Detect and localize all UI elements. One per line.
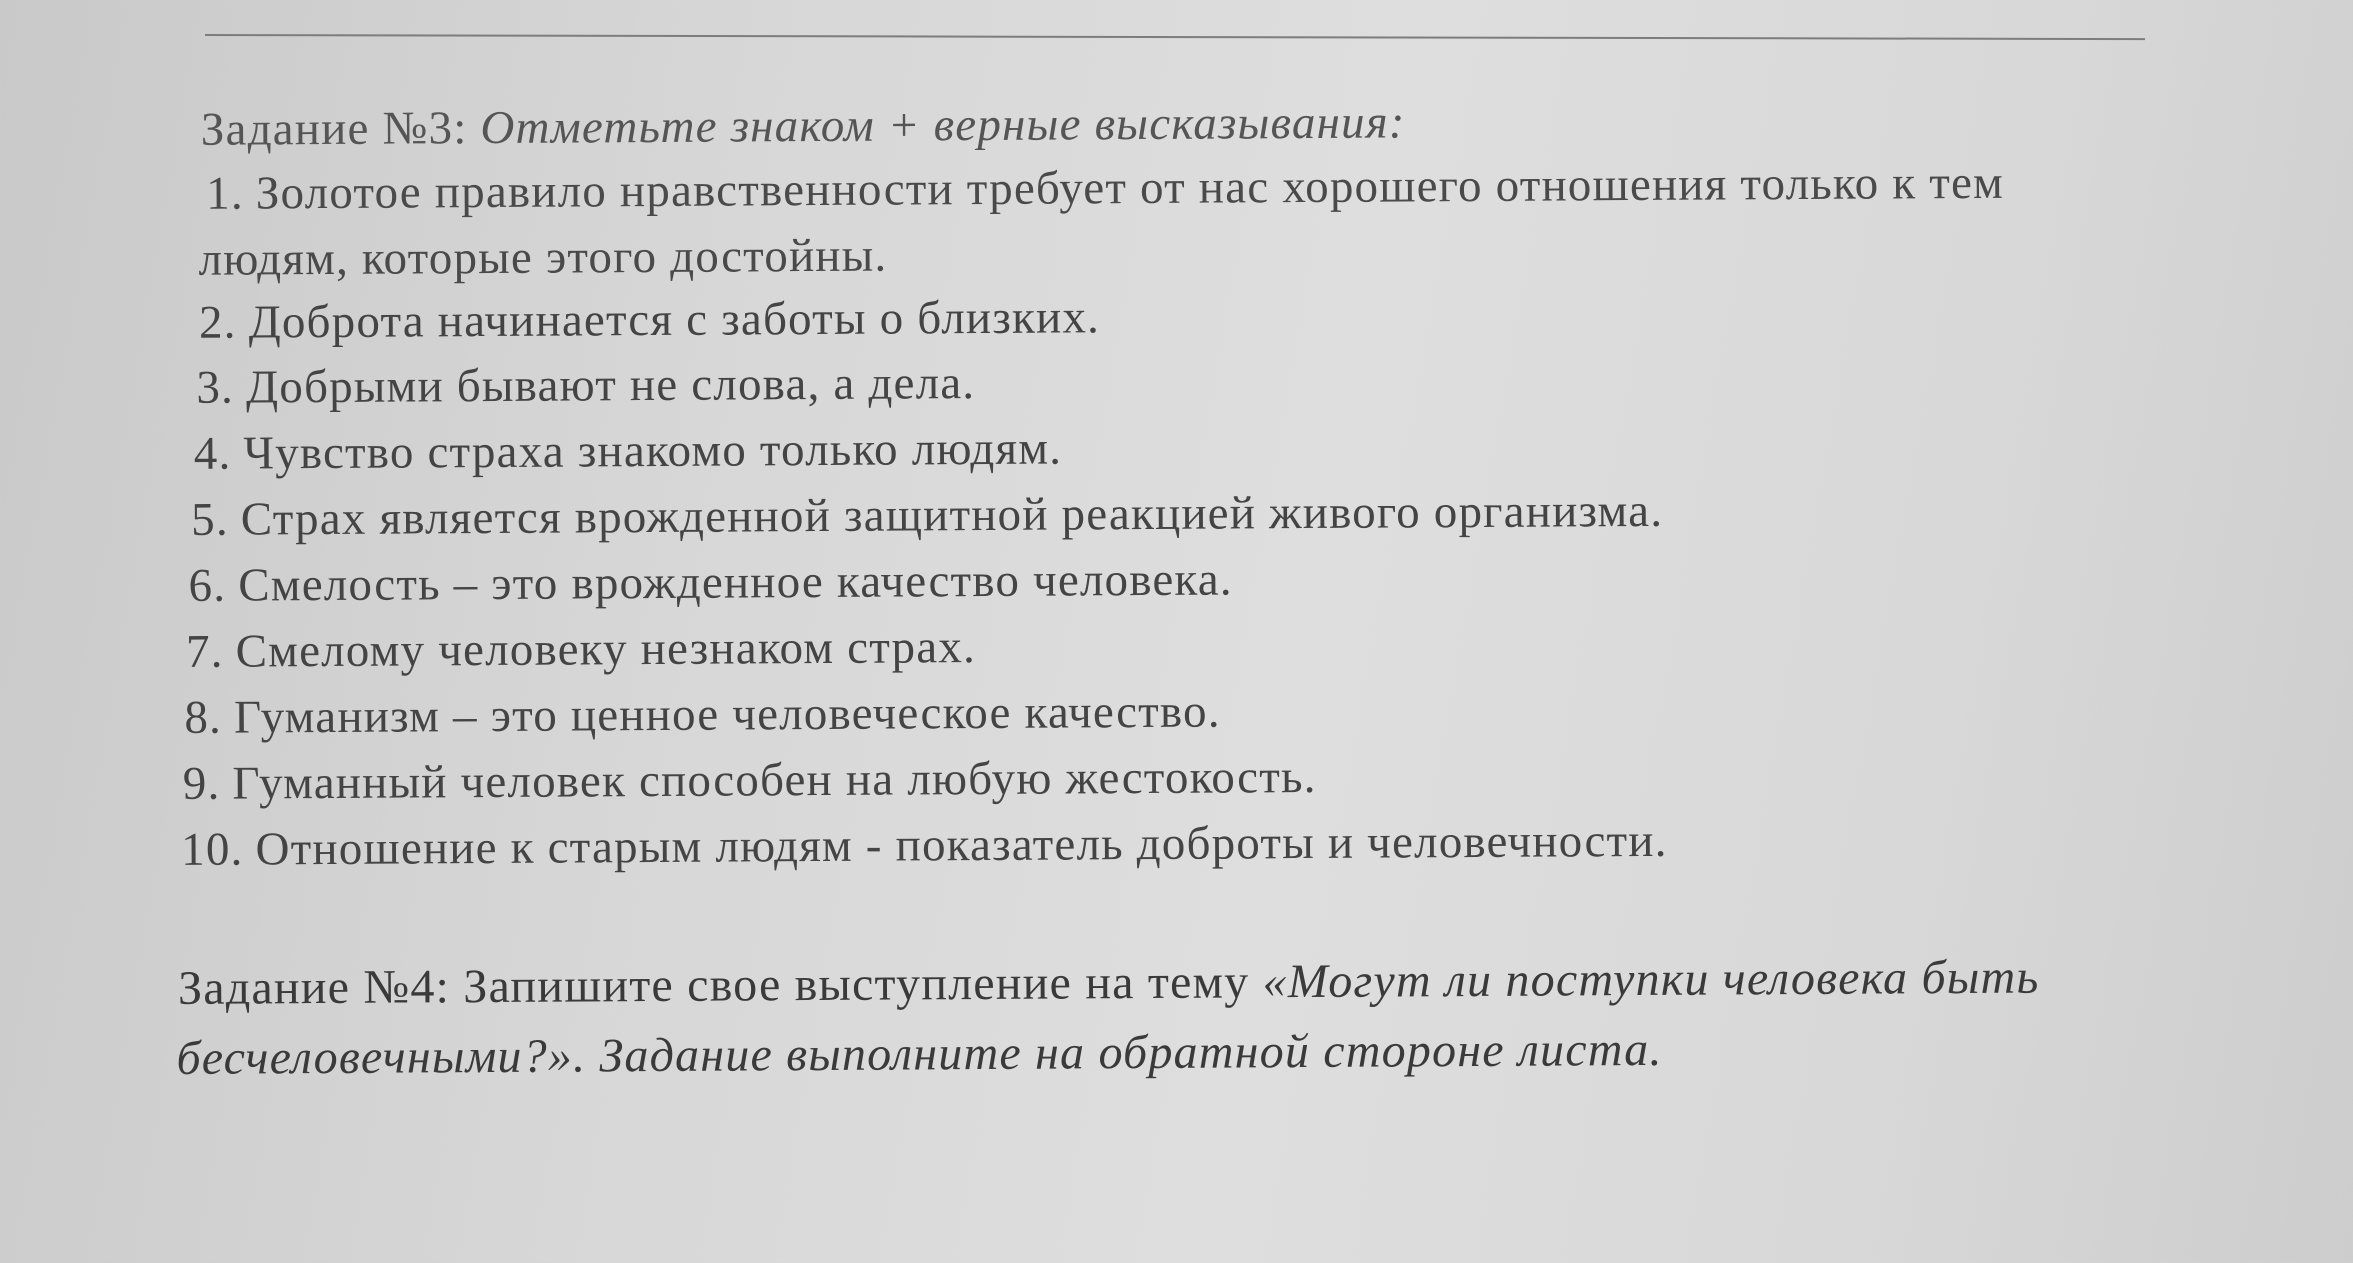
task4-instruction: Запишите свое выступление на тему — [463, 955, 1250, 1014]
statement-8 — [184, 685, 1221, 744]
statement-number: 8. — [184, 691, 223, 744]
statement-text: Гуманизм – это ценное человеческое качество. — [233, 685, 1221, 744]
statement-text: Золотое правило нравственности требует от нас хорошего отношения только к тем — [255, 156, 2005, 220]
statement-text: Страх является врожденной защитной реакцией живого организма. — [240, 484, 1664, 546]
task3-instruction: Отметьте знаком + верные высказывания: — [480, 96, 1406, 155]
statement-text: Отношение к старым людям - показатель доброты и человечности. — [255, 814, 1668, 876]
statement-10 — [181, 814, 1668, 876]
statement-4 — [193, 422, 1063, 480]
task4-topic-line2: бесчеловечными?». — [176, 1029, 587, 1085]
statement-number: 5. — [191, 493, 229, 546]
statement-number: 3. — [196, 361, 235, 414]
statement-number: 6. — [188, 559, 227, 612]
statement-9 — [182, 750, 1317, 810]
statement-text: Смелость – это врожденное качество человека. — [238, 553, 1233, 612]
statement-number: 10. — [181, 823, 244, 876]
statement-number: 2. — [198, 296, 237, 349]
statement-5 — [191, 484, 1664, 546]
statement-text: Гуманный человек способен на любую жестокость. — [232, 750, 1317, 810]
statement-text: Чувство страха знакомо только людям. — [243, 422, 1063, 480]
statement-text: Смелому человеку незнаком страх. — [235, 621, 977, 678]
statement-text: Добрыми бывают не слова, а дела. — [245, 357, 976, 414]
statement-1-line1 — [206, 156, 2005, 220]
statement-number: 1. — [206, 167, 245, 220]
statement-6 — [188, 553, 1233, 612]
statement-2 — [198, 291, 1101, 349]
statement-number: 7. — [185, 625, 224, 678]
statement-number: 9. — [182, 757, 221, 810]
task4-continuation — [176, 1022, 1663, 1085]
task4-label: Задание №4: — [177, 960, 451, 1015]
statement-text: Доброта начинается с заботы о близких. — [248, 291, 1101, 349]
statement-3 — [196, 357, 976, 414]
task4-heading — [177, 950, 2040, 1015]
task4-note: Задание выполните на обратной стороне листа. — [599, 1022, 1663, 1083]
statement-1-line2: людям, которые этого достойны. — [198, 229, 888, 286]
statement-number: 4. — [193, 427, 232, 480]
statement-7 — [185, 621, 977, 678]
task4-topic-line1: «Могут ли поступки человека быть — [1262, 950, 2040, 1009]
task3-heading — [200, 96, 1406, 156]
task3-label: Задание №3: — [200, 102, 468, 156]
